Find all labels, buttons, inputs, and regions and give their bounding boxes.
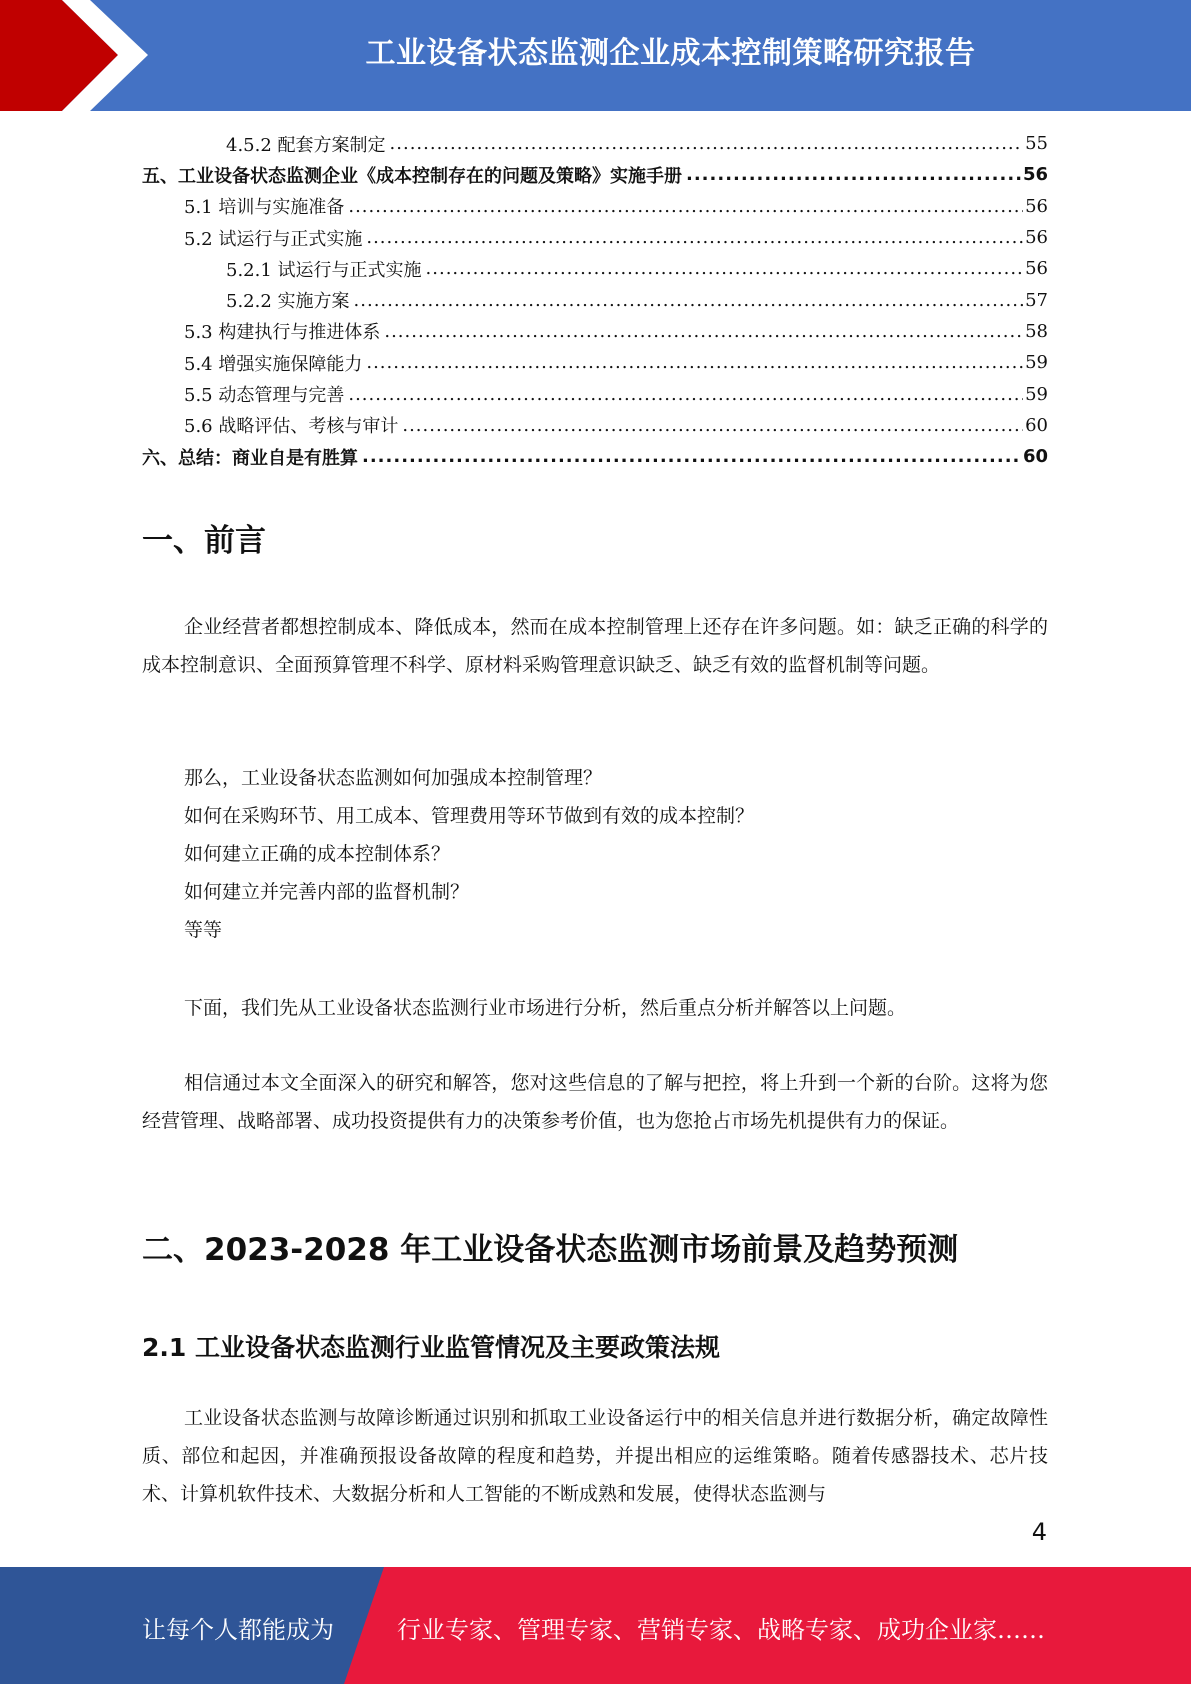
toc-entry[interactable] xyxy=(142,378,1048,409)
toc-entry-title: 5.3 构建执行与推进体系 xyxy=(184,318,384,344)
toc-entry[interactable] xyxy=(142,316,1048,347)
toc-dot-leader xyxy=(402,415,1023,436)
toc-entry-page: 60 xyxy=(1025,414,1048,436)
toc-dot-leader xyxy=(354,290,1024,311)
preface-paragraph-2: 下面，我们先从工业设备状态监测行业市场进行分析，然后重点分析并解答以上问题。 xyxy=(184,997,907,1019)
toc-entry-page: 56 xyxy=(1025,227,1048,249)
toc-entry-page: 56 xyxy=(1025,195,1048,217)
footer-banner xyxy=(0,1567,1191,1684)
toc-dot-leader xyxy=(366,352,1023,373)
preface-paragraph-3: 相信通过本文全面深入的研究和解答，您对这些信息的了解与把控，将上升到一个新的台阶。这将为您经营管理、战略部署、成功投资提供有力的决策参考价值，也为您抢占市场先机提供有力的保证。 xyxy=(142,1072,1048,1132)
section-heading-market-forecast: 二、2023-2028 年工业设备状态监测市场前景及趋势预测 xyxy=(142,1232,959,1268)
toc-entry-title: 五、工业设备状态监测企业《成本控制存在的问题及策略》实施手册 xyxy=(142,162,686,188)
toc-entry-page: 56 xyxy=(1022,164,1048,186)
header-arrow-decoration xyxy=(0,0,160,111)
toc-entry-page: 55 xyxy=(1025,133,1048,155)
toc-dot-leader xyxy=(390,133,1024,154)
toc-entry-title: 5.2 试运行与正式实施 xyxy=(184,225,366,251)
footer-slogan-right: 行业专家、管理专家、营销专家、战略专家、成功企业家…… xyxy=(397,1616,1045,1644)
toc-dot-leader xyxy=(348,384,1023,405)
toc-dot-leader xyxy=(426,258,1024,279)
table-of-contents xyxy=(142,128,1048,472)
toc-entry[interactable] xyxy=(142,159,1048,190)
toc-entry-page: 59 xyxy=(1025,383,1048,405)
question-line: 如何建立正确的成本控制体系？ xyxy=(184,843,451,865)
section-heading-preface: 一、前言 xyxy=(142,523,266,559)
toc-dot-leader xyxy=(686,164,1021,185)
toc-entry[interactable] xyxy=(142,191,1048,222)
toc-entry-title: 5.5 动态管理与完善 xyxy=(184,381,348,407)
toc-entry-title: 5.6 战略评估、考核与审计 xyxy=(184,412,402,438)
toc-dot-leader xyxy=(362,446,1021,467)
toc-entry[interactable] xyxy=(142,253,1048,284)
toc-entry[interactable] xyxy=(142,222,1048,253)
toc-entry-page: 57 xyxy=(1025,289,1048,311)
report-title: 工业设备状态监测企业成本控制策略研究报告 xyxy=(365,36,976,71)
toc-entry-page: 59 xyxy=(1025,352,1048,374)
toc-entry-title: 六、总结：商业自是有胜算 xyxy=(142,444,362,470)
toc-entry[interactable] xyxy=(142,128,1048,159)
toc-entry[interactable] xyxy=(142,284,1048,315)
toc-entry-page: 56 xyxy=(1025,258,1048,280)
toc-entry-title: 5.4 增强实施保障能力 xyxy=(184,350,366,376)
page-number: 4 xyxy=(1031,1518,1047,1546)
toc-entry-title: 5.1 培训与实施准备 xyxy=(184,193,348,219)
toc-entry[interactable] xyxy=(142,441,1048,472)
toc-entry[interactable] xyxy=(142,347,1048,378)
subsection-heading-regulation: 2.1 工业设备状态监测行业监管情况及主要政策法规 xyxy=(142,1333,720,1362)
toc-entry-page: 58 xyxy=(1025,320,1048,342)
toc-dot-leader xyxy=(348,196,1023,217)
question-line: 等等 xyxy=(184,919,223,941)
toc-dot-leader xyxy=(384,321,1023,342)
preface-paragraph-1: 企业经营者都想控制成本、降低成本，然而在成本控制管理上还存在许多问题。如：缺乏正确的科学的成本控制意识、全面预算管理不科学、原材料采购管理意识缺乏、缺乏有效的监督机制等问题。 xyxy=(142,616,1048,676)
question-line: 那么，工业设备状态监测如何加强成本控制管理？ xyxy=(184,767,603,789)
regulation-paragraph-1: 工业设备状态监测与故障诊断通过识别和抓取工业设备运行中的相关信息并进行数据分析，确定故障性质、部位和起因，并准确预报设备故障的程度和趋势，并提出相应的运维策略。随着传感器技术、芯片技术、计算机软件技术、大数据分析和人工智能的不断成熟和发展，使得状态监测与 xyxy=(142,1407,1048,1505)
toc-dot-leader xyxy=(366,227,1023,248)
toc-entry-title: 5.2.2 实施方案 xyxy=(226,287,354,313)
toc-entry-title: 5.2.1 试运行与正式实施 xyxy=(226,256,426,282)
question-line: 如何建立并完善内部的监督机制？ xyxy=(184,881,470,903)
toc-entry-title: 4.5.2 配套方案制定 xyxy=(226,131,390,157)
toc-entry-page: 60 xyxy=(1022,446,1048,468)
question-line: 如何在采购环节、用工成本、管理费用等环节做到有效的成本控制？ xyxy=(184,805,755,827)
footer-slogan-left: 让每个人都能成为 xyxy=(142,1616,334,1644)
header-banner xyxy=(0,0,1191,111)
toc-entry[interactable] xyxy=(142,410,1048,441)
